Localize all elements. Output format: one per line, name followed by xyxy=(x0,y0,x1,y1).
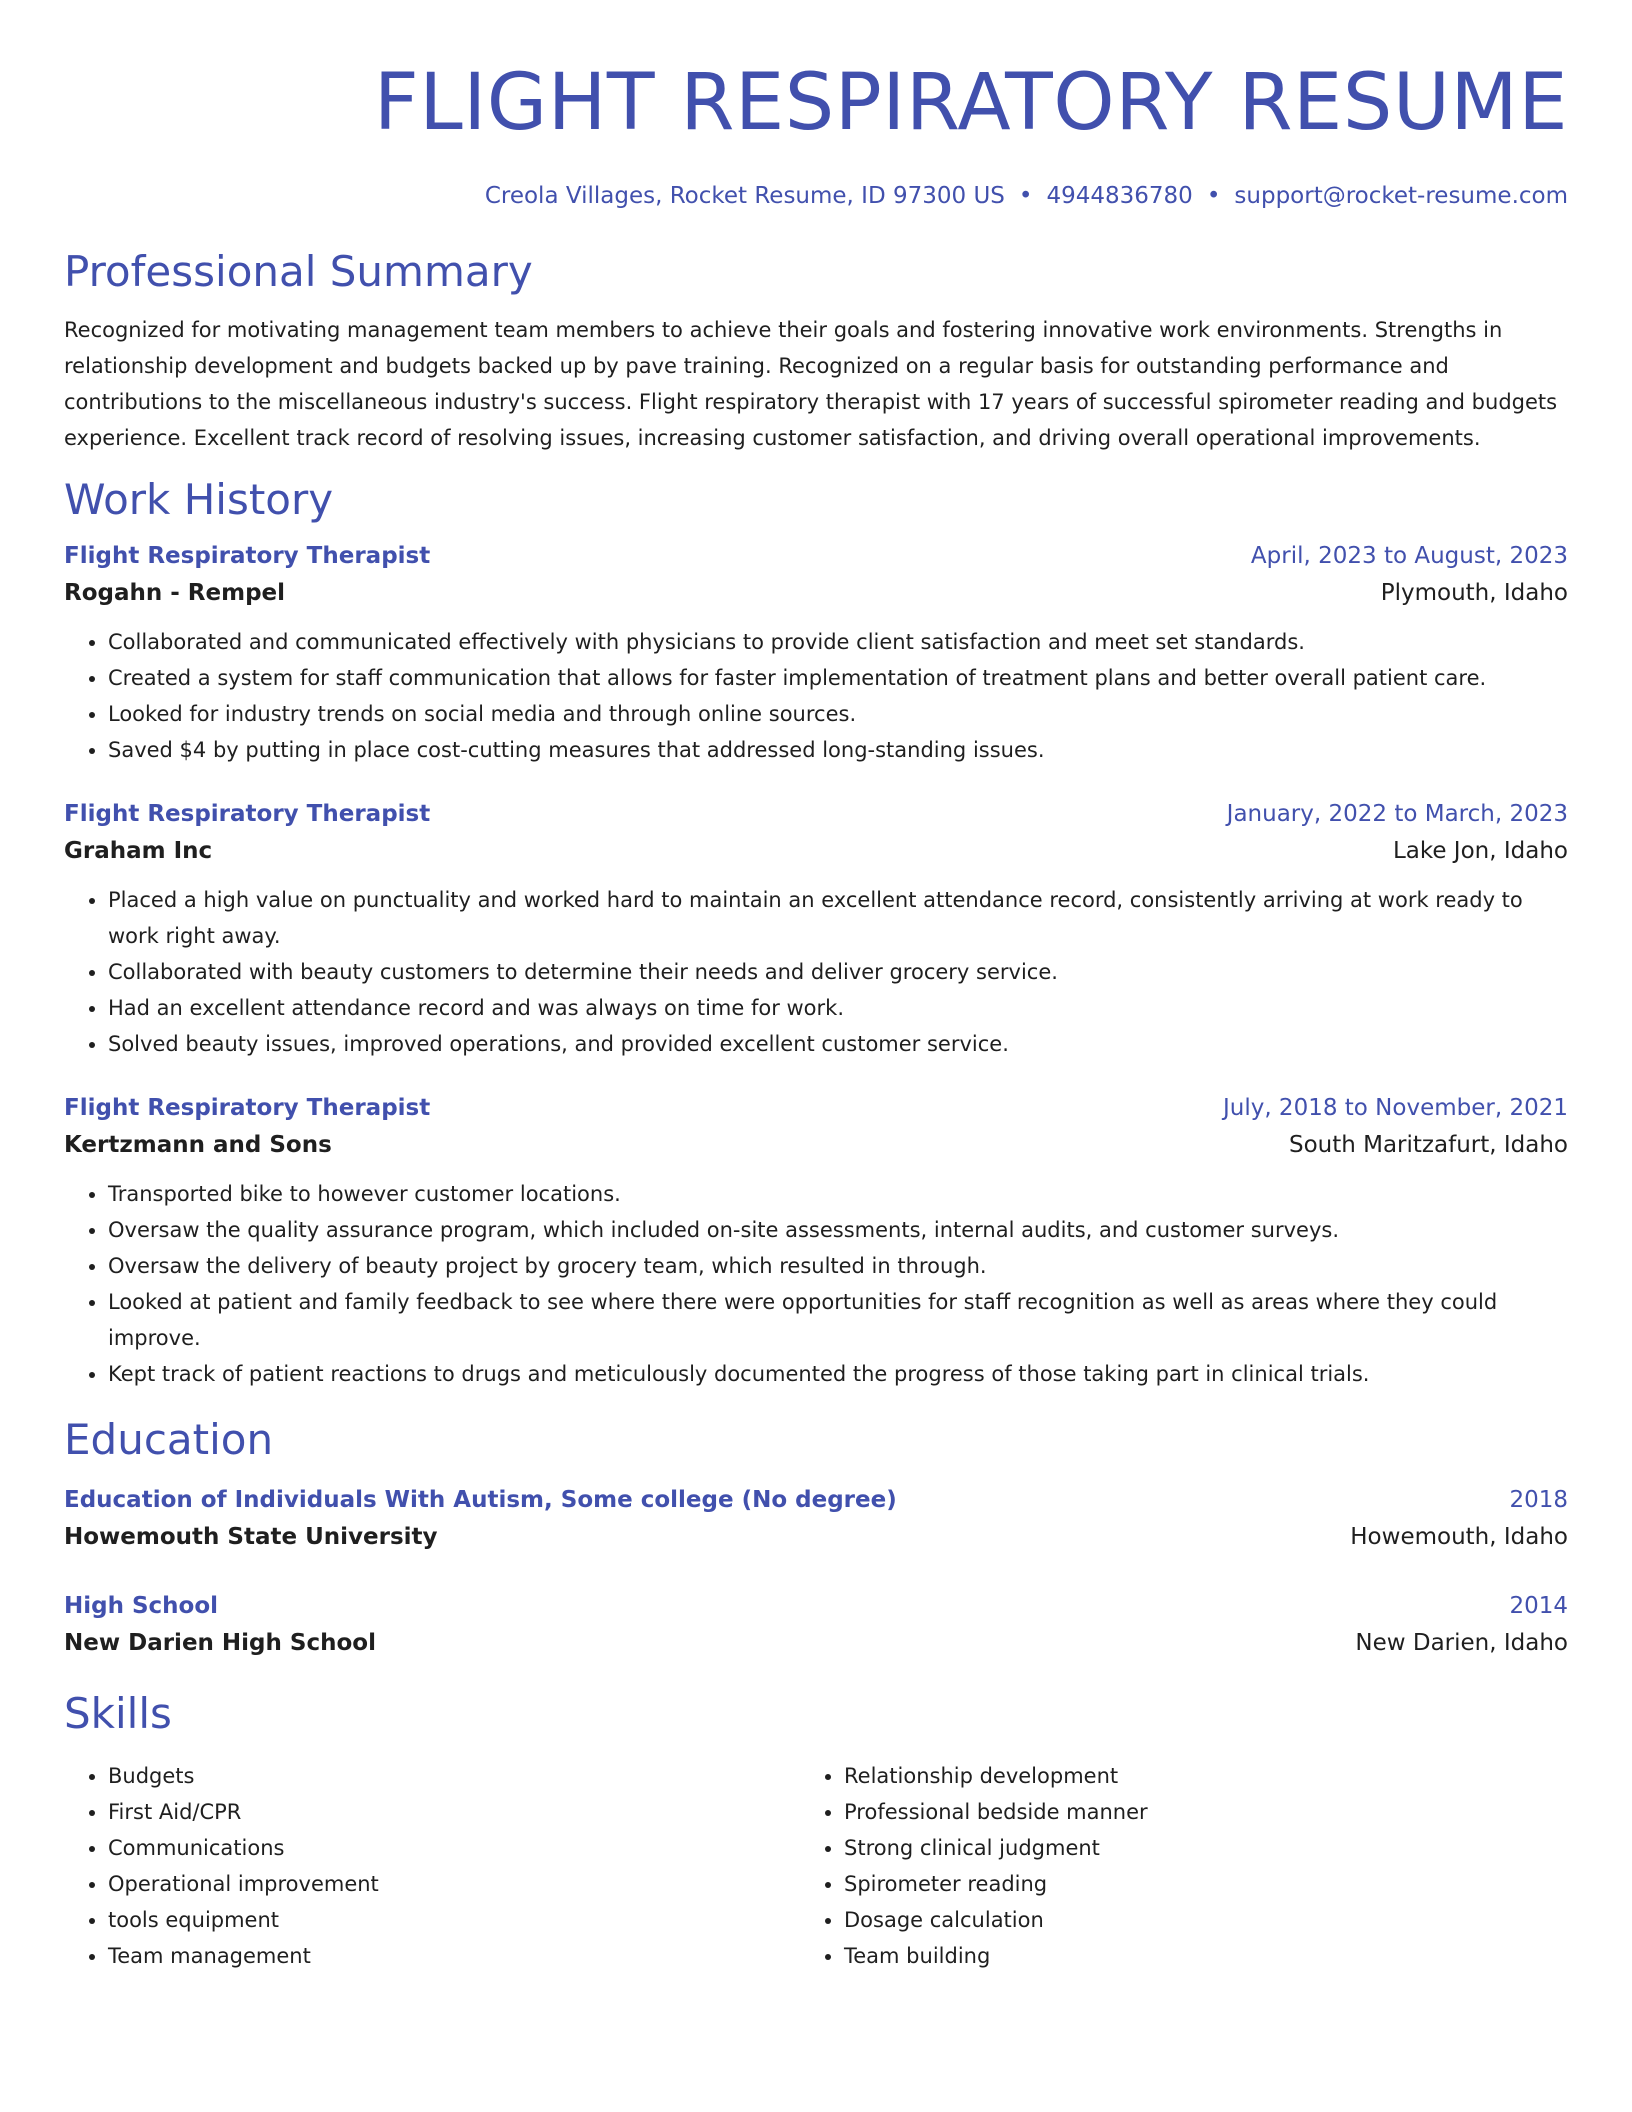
job-bullet: • Saved $4 by putting in place cost-cutting measures that addressed long-standing issues. xyxy=(108,732,1568,768)
skill-item: • Spirometer reading xyxy=(844,1866,1536,1902)
section-heading-work-history: Work History xyxy=(64,475,334,524)
section-heading-education: Education xyxy=(64,1415,274,1464)
job-location: Plymouth, Idaho xyxy=(1380,580,1568,606)
education-entry xyxy=(64,1588,1568,1662)
skills-grid xyxy=(64,1758,1568,1974)
job-title: Flight Respiratory Therapist xyxy=(64,1095,431,1121)
summary-section xyxy=(64,246,1568,456)
job-company: Rogahn - Rempel xyxy=(64,580,286,606)
job-bullets xyxy=(64,1176,1568,1392)
education-section xyxy=(64,1414,1568,1662)
education-school-row xyxy=(64,1624,1568,1662)
job-header-row xyxy=(64,538,1568,574)
job-bullets xyxy=(64,624,1568,768)
skills-column-right xyxy=(800,1758,1536,1974)
job-dates: July, 2018 to November, 2021 xyxy=(1222,1095,1568,1121)
education-location: Howemouth, Idaho xyxy=(1350,1524,1568,1550)
contact-separator: • xyxy=(1206,183,1221,209)
education-header-row xyxy=(64,1482,1568,1518)
resume-title: FLIGHT RESPIRATORY RESUME xyxy=(373,58,1568,148)
job-org-row xyxy=(64,1126,1568,1164)
skill-item: • Dosage calculation xyxy=(844,1902,1536,1938)
job-title: Flight Respiratory Therapist xyxy=(64,801,431,827)
contact-line xyxy=(64,180,1568,212)
section-heading-summary: Professional Summary xyxy=(64,247,533,296)
job-bullet: • Solved beauty issues, improved operations, and provided excellent customer service. xyxy=(108,1026,1568,1062)
skill-item: • Team building xyxy=(844,1938,1536,1974)
job-org-row xyxy=(64,832,1568,870)
skill-item: • tools equipment xyxy=(108,1902,800,1938)
job-company: Graham Inc xyxy=(64,838,213,864)
education-location: New Darien, Idaho xyxy=(1355,1630,1568,1656)
job-header-row xyxy=(64,796,1568,832)
education-degree: High School xyxy=(64,1593,219,1619)
education-year: 2018 xyxy=(1509,1487,1568,1513)
skill-item: • Team management xyxy=(108,1938,800,1974)
job-location: South Maritzafurt, Idaho xyxy=(1288,1132,1568,1158)
job-bullet: • Had an excellent attendance record and was always on time for work. xyxy=(108,990,1568,1026)
contact-email: support@rocket-resume.com xyxy=(1234,183,1568,209)
education-degree: Education of Individuals With Autism, Some college (No degree) xyxy=(64,1487,897,1513)
job-bullet: • Oversaw the quality assurance program, which included on-site assessments, internal audits, and customer surveys. xyxy=(108,1212,1568,1248)
skill-item: • Communications xyxy=(108,1830,800,1866)
job-bullet: • Collaborated with beauty customers to determine their needs and deliver grocery service. xyxy=(108,954,1568,990)
summary-text: Recognized for motivating management team members to achieve their goals and fostering innovative work environments. Strengths in relationship development and budgets backed up by pave training. Recognized on a regular basis for outstanding performance and contributions to the miscellaneous industry's success. Flight respiratory therapist with 17 years of successful spirometer reading and budgets experience. Excellent track record of resolving issues, increasing customer satisfaction, and driving overall operational improvements. xyxy=(64,318,1558,450)
education-school: New Darien High School xyxy=(64,1630,376,1656)
job-bullet: • Oversaw the delivery of beauty project by grocery team, which resulted in through. xyxy=(108,1248,1568,1284)
job-title: Flight Respiratory Therapist xyxy=(64,543,431,569)
education-entry xyxy=(64,1482,1568,1556)
skill-item: • Budgets xyxy=(108,1758,800,1794)
job-company: Kertzmann and Sons xyxy=(64,1132,332,1158)
education-year: 2014 xyxy=(1509,1593,1568,1619)
education-school-row xyxy=(64,1518,1568,1556)
contact-separator: • xyxy=(1018,183,1033,209)
work-history-section xyxy=(64,474,1568,1392)
job-bullet: • Looked for industry trends on social media and through online sources. xyxy=(108,696,1568,732)
job-bullet: • Looked at patient and family feedback to see where there were opportunities for staff recognition as well as areas where they could improve. xyxy=(108,1284,1568,1356)
job-entry xyxy=(64,1090,1568,1392)
skills-section xyxy=(64,1688,1568,1974)
skill-item: • Relationship development xyxy=(844,1758,1536,1794)
skill-item: • Operational improvement xyxy=(108,1866,800,1902)
contact-phone: 4944836780 xyxy=(1046,183,1193,209)
job-entry xyxy=(64,796,1568,1062)
job-org-row xyxy=(64,574,1568,612)
skill-item: • First Aid/CPR xyxy=(108,1794,800,1830)
job-bullet: • Kept track of patient reactions to drugs and meticulously documented the progress of those taking part in clinical trials. xyxy=(108,1356,1568,1392)
job-bullets xyxy=(64,882,1568,1062)
job-dates: April, 2023 to August, 2023 xyxy=(1250,543,1568,569)
resume-header xyxy=(64,48,1568,212)
job-bullet: • Transported bike to however customer locations. xyxy=(108,1176,1568,1212)
job-header-row xyxy=(64,1090,1568,1126)
job-entry xyxy=(64,538,1568,768)
contact-address: Creola Villages, Rocket Resume, ID 97300 US xyxy=(484,183,1005,209)
job-bullet: • Collaborated and communicated effectively with physicians to provide client satisfaction and meet set standards. xyxy=(108,624,1568,660)
skill-item: • Strong clinical judgment xyxy=(844,1830,1536,1866)
job-bullet: • Placed a high value on punctuality and worked hard to maintain an excellent attendance record, consistently arriving at work ready to work right away. xyxy=(108,882,1568,954)
job-location: Lake Jon, Idaho xyxy=(1392,838,1568,864)
education-header-row xyxy=(64,1588,1568,1624)
education-school: Howemouth State University xyxy=(64,1524,438,1550)
job-bullet: • Created a system for staff communication that allows for faster implementation of treatment plans and better overall patient care. xyxy=(108,660,1568,696)
skill-item: • Professional bedside manner xyxy=(844,1794,1536,1830)
job-dates: January, 2022 to March, 2023 xyxy=(1226,801,1568,827)
skills-column-left xyxy=(64,1758,800,1974)
section-heading-skills: Skills xyxy=(64,1689,172,1738)
